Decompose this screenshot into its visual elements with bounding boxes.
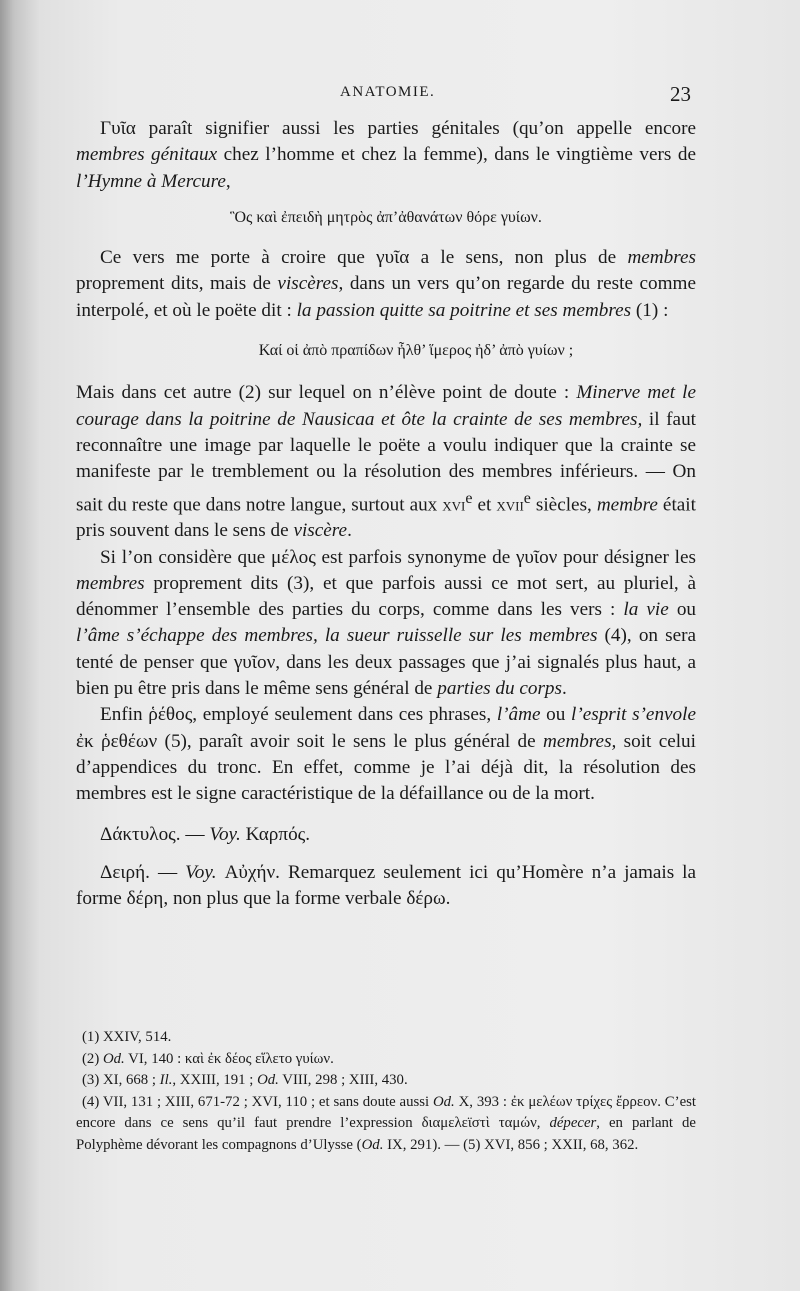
text-run: IX, 291). — (5) XVI, 856 ; XXII, 68, 362. <box>383 1136 639 1153</box>
text-run: X, 393 : ἐκ μελέων τρίχες ἔρρεον. C’est encore dans ce sens qu’il faut prendre l’expression διαμελεϊστὶ ταμών, <box>76 1093 697 1132</box>
greek-term: Καρπός. <box>240 823 311 845</box>
text-run: est parfois synonyme de <box>315 546 516 568</box>
text-run: Remarquez seulement ici qu’Homère n’a jamais la forme <box>76 861 697 910</box>
italic-voy: Voy. <box>185 861 217 883</box>
text-run: proprement dits, mais de <box>76 273 278 295</box>
text-run: . <box>445 888 451 910</box>
text-run: . <box>347 520 352 542</box>
text-run: siècles, <box>530 493 597 515</box>
text-run: ou <box>540 704 571 726</box>
text-run: il faut reconnaître une image par laquelle le poëte a voulu indiquer que la crainte se manifeste par le tremblement ou la résolution des membres inférieurs. — On sait du reste que dans notre langue, surtout aux <box>76 408 696 515</box>
italic-phrase: l’esprit s’envole <box>571 704 696 726</box>
greek-term: ῥέθος <box>148 704 193 726</box>
italic-term: membres <box>627 247 696 269</box>
text-run: (5), paraît avoir soit le sens le plus général de <box>157 730 543 752</box>
text-run: soit celui d’appendices du tronc. En effet, comme je l’ai déjà dit, la résolution des membres est le signe caractéristique de la défaillance ou de la mort. <box>76 730 696 805</box>
text-run: (1) : <box>631 299 669 321</box>
italic-phrase: parties du corps <box>437 678 562 700</box>
italic-phrase: la passion quitte sa poitrine et ses membres <box>296 299 632 321</box>
footnote-4-5 <box>76 1092 696 1157</box>
italic-term: membres génitaux <box>76 144 218 166</box>
century-numeral: xvii <box>496 493 524 515</box>
text-run: et <box>472 493 497 515</box>
italic-phrase: la vie <box>623 599 669 621</box>
text-run: Ce vers me porte à croire que <box>100 247 377 269</box>
italic-phrase: l’âme <box>496 704 541 726</box>
greek-term: γυῖον <box>515 546 558 568</box>
italic-title: l’Hymne à Mercure <box>76 170 226 192</box>
italic-abbrev: Od. <box>102 1050 125 1067</box>
greek-lemma: Δάκτυλος. <box>100 823 181 845</box>
running-title: ANATOMIE. <box>340 84 436 100</box>
text-run: Enfin <box>100 704 149 726</box>
footnote-3 <box>76 1070 696 1092</box>
superscript: e <box>523 489 531 507</box>
text-run: VIII, 298 ; XIII, 430. <box>278 1072 408 1089</box>
century-numeral: xvi <box>442 493 466 515</box>
page-number: 23 <box>670 82 691 106</box>
lemma-daktylos <box>76 822 696 848</box>
greek-quotation-1: Ὃς καὶ ἐπειδὴ μητρὸς ἀπ’ἀθανάτων θόρε γυίων. <box>230 208 542 226</box>
text-run: , <box>225 170 231 192</box>
greek-term: δέρη <box>126 888 164 910</box>
text-run: ou <box>668 599 697 621</box>
italic-term: viscères <box>277 273 339 295</box>
text-run: — <box>149 861 186 883</box>
text-run: (2) <box>82 1050 103 1067</box>
footnotes <box>76 1027 696 1157</box>
text-run: (4), on sera tenté de penser que <box>76 625 697 673</box>
paragraph-2 <box>76 245 696 324</box>
italic-term: membres, <box>542 730 617 752</box>
greek-term: Αὐχήν. <box>216 861 280 883</box>
greek-term: ἐκ ῥεθέων <box>76 730 158 752</box>
italic-phrase: l’âme s’échappe des membres, la sueur ruisselle sur les membres <box>76 625 598 647</box>
text-run: , dans un vers qu’on regarde du reste comme interpolé, et où le poëte dit : <box>76 273 696 321</box>
text-run: pour désigner les <box>557 546 696 568</box>
text-run: , employé seulement dans ces phrases, <box>192 704 497 726</box>
greek-lemma: Δειρή. <box>100 861 150 883</box>
footnote-2 <box>76 1049 696 1071</box>
greek-term: γυῖα <box>376 247 410 269</box>
text-run: , dans les deux passages que j’ai signalés plus haut, a bien pu être pris dans le même sens général de <box>76 651 696 700</box>
greek-term: μέλος <box>270 546 316 568</box>
text-run: paraît signifier aussi les parties génitales (qu’on appelle encore <box>135 118 696 139</box>
text-run: (3) XI, 668 ; <box>82 1072 160 1089</box>
text-run: , XXIII, 191 ; <box>172 1072 258 1089</box>
greek-term: δέρω <box>406 888 446 910</box>
text-run: proprement dits (3), et que parfois aussi ce mot sert, au pluriel, à dénommer l’ensemble des parties du corps, comme dans les vers : <box>76 572 696 621</box>
italic-abbrev: Il. <box>159 1072 173 1089</box>
paragraph-3 <box>76 380 696 544</box>
paragraph-5 <box>76 702 696 807</box>
text-run: a le sens, non plus de <box>409 247 628 269</box>
text-run: (4) VII, 131 ; XIII, 671-72 ; XVI, 110 ; et sans doute aussi <box>82 1093 433 1110</box>
text-run: — <box>180 823 210 845</box>
paragraph-1 <box>76 116 696 195</box>
italic-abbrev: Od. <box>361 1136 384 1153</box>
greek-term: Γυῖα <box>100 118 136 139</box>
italic-abbrev: Od. <box>257 1072 279 1089</box>
italic-term: membres <box>76 572 145 594</box>
main-text <box>76 116 696 912</box>
text-run: . <box>561 678 567 700</box>
footnote-1: (1) XXIV, 514. <box>82 1029 172 1045</box>
text-run: Si l’on considère que <box>100 546 271 568</box>
page-header <box>0 82 800 112</box>
greek-quotation-2: Καί οἱ ἀπὸ πραπίδων ἦλθ’ ἵμερος ἠδ’ ἀπὸ γυίων ; <box>258 342 574 360</box>
text-run: Mais dans cet autre (2) sur lequel on n’élève point de doute : <box>76 382 577 404</box>
italic-voy: Voy. <box>209 823 241 845</box>
italic-abbrev: Od. <box>432 1093 455 1110</box>
text-run: était pris souvent dans le sens de <box>76 493 696 542</box>
lemma-deire <box>76 860 696 913</box>
text-run: chez l’homme et chez la femme), dans le vingtième vers de <box>217 144 696 166</box>
italic-term: viscère <box>293 520 348 542</box>
italic-phrase: Minerve met le courage dans la poitrine de Nausicaa et ôte la crainte de ses membres, <box>76 382 696 430</box>
superscript: e <box>465 489 473 507</box>
text-run: , en parlant de Polyphème dévorant les compagnons d’Ulysse ( <box>76 1115 696 1153</box>
text-run: VI, 140 : καὶ ἐκ δέος εἵλετο γυίων. <box>124 1050 334 1067</box>
italic-term: dépecer <box>549 1115 597 1132</box>
italic-term: membre <box>596 493 658 515</box>
text-run: , non plus que la forme verbale <box>163 888 407 910</box>
greek-term: γυῖον <box>233 651 276 673</box>
paragraph-4 <box>76 545 696 703</box>
